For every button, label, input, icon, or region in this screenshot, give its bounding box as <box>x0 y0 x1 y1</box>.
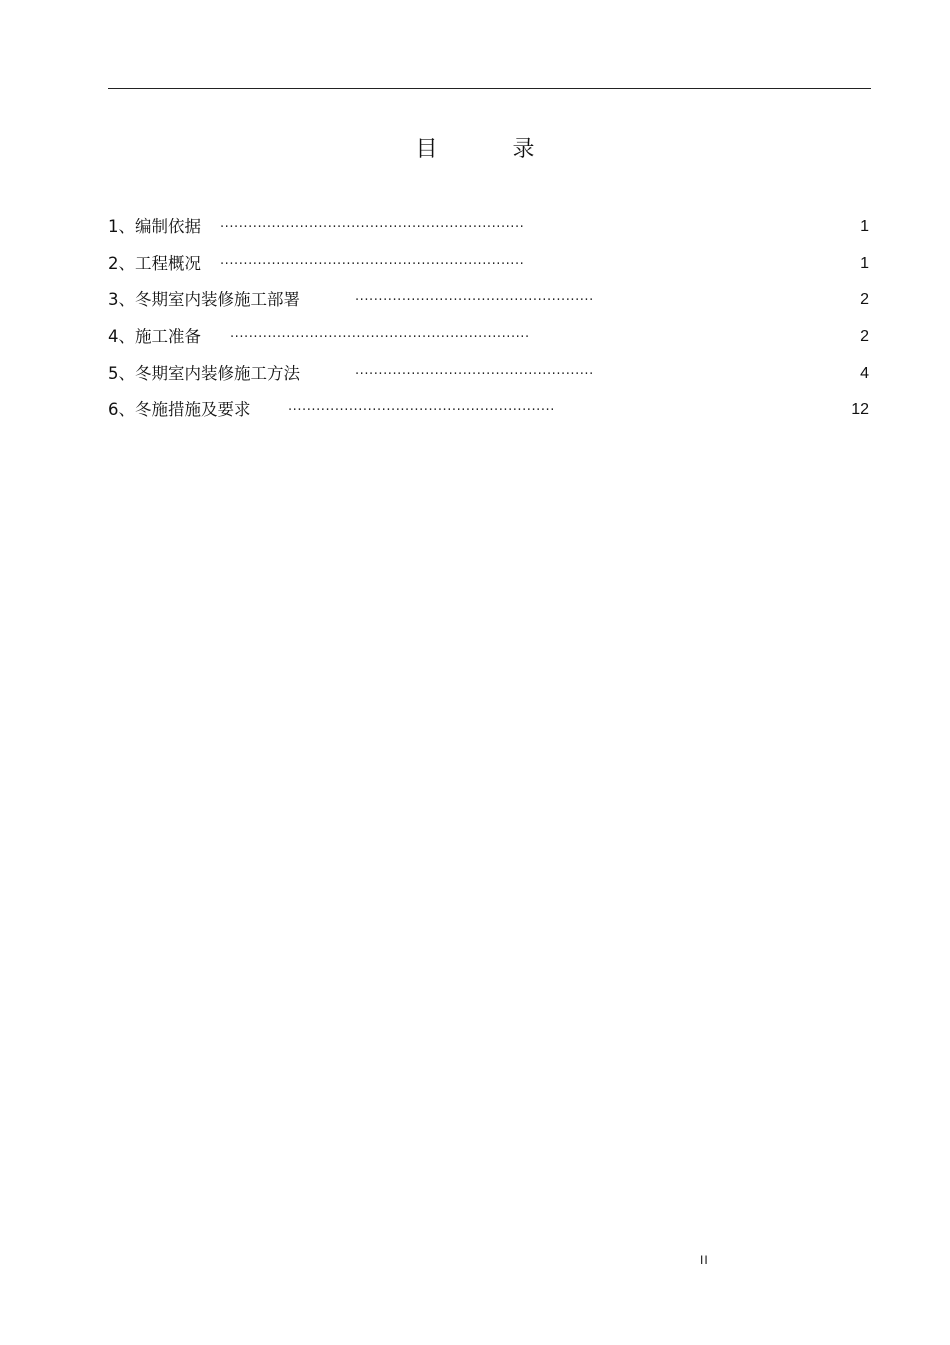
toc-entry-label: 2、工程概况 <box>108 253 201 273</box>
header-rule <box>108 88 871 89</box>
toc-page-number: 12 <box>851 401 869 419</box>
toc-page-number: 1 <box>860 254 869 272</box>
page-title: 目 录 <box>415 137 569 162</box>
toc-entry-label: 1、编制依据 <box>108 217 201 236</box>
toc-leader-dots: ......................................................... <box>288 399 555 415</box>
toc-leader-dots: ................................................................. <box>220 252 525 268</box>
toc-entry-label: 3、冬期室内装修施工部署 <box>108 290 300 310</box>
toc-entry[interactable] <box>108 211 871 248</box>
table-of-contents <box>108 211 871 431</box>
toc-leader-dots: ................................................... <box>355 289 594 305</box>
toc-entry[interactable] <box>108 358 871 395</box>
toc-leader-dots: ................................................................ <box>230 326 530 342</box>
toc-page-number: 4 <box>860 364 869 382</box>
toc-entry[interactable] <box>108 321 871 358</box>
toc-page-number: 1 <box>860 218 869 235</box>
footer-page-number: II <box>700 1253 709 1267</box>
toc-page-number: 2 <box>860 328 869 346</box>
toc-page-number: 2 <box>860 291 869 309</box>
toc-entry[interactable] <box>108 284 871 321</box>
toc-leader-dots: ................................................................. <box>220 216 525 231</box>
toc-entry-label: 6、冬施措施及要求 <box>108 400 251 420</box>
toc-leader-dots: ................................................... <box>355 362 594 378</box>
toc-entry-label: 5、冬期室内装修施工方法 <box>108 363 300 383</box>
toc-entry[interactable] <box>108 248 871 285</box>
toc-entry-label: 4、施工准备 <box>108 327 201 347</box>
toc-entry[interactable] <box>108 394 871 431</box>
